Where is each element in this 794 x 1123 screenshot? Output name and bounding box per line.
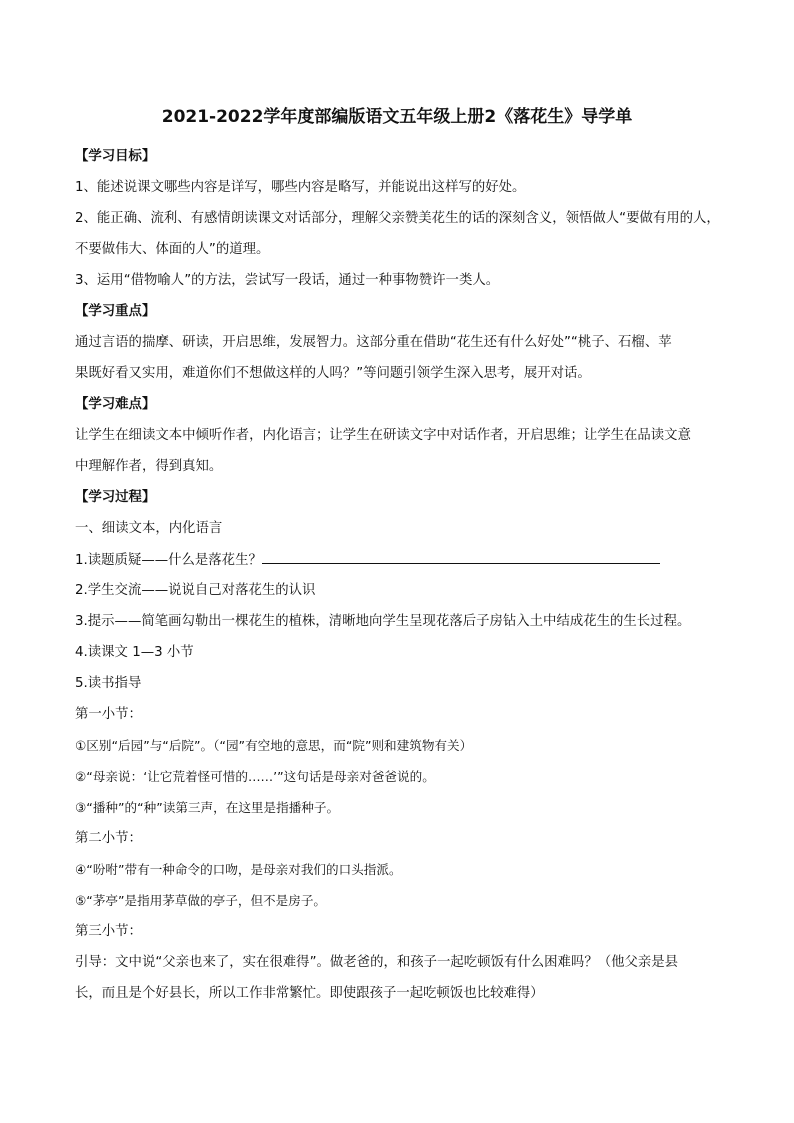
text-line xyxy=(75,859,725,890)
section-heading xyxy=(75,487,725,518)
page-title: 2021-2022学年度部编版语文五年级上册2《落花生》导学单 xyxy=(161,107,633,127)
line-text: 1.读题质疑——什么是落花生？ xyxy=(75,553,262,568)
text-line xyxy=(75,766,725,797)
text-line xyxy=(75,549,725,580)
document-body xyxy=(75,146,725,1014)
line-text: 3、运用“借物喻人”的方法，尝试写一段话，通过一种事物赞许一类人。 xyxy=(75,273,500,288)
text-line xyxy=(75,518,725,549)
line-text: ②“母亲说：‘让它荒着怪可惜的……’”这句话是母亲对爸爸说的。 xyxy=(75,769,435,784)
text-line xyxy=(75,983,725,1014)
line-text: 3.提示——简笔画勾勒出一棵花生的植株，清晰地向学生呈现花落后子房钻入土中结成花生的生长过程。 xyxy=(75,614,691,629)
text-line xyxy=(75,828,725,859)
line-text: ①区别“后园”与“后院”。（“园”有空地的意思，而“院”则和建筑物有关） xyxy=(75,738,473,753)
text-line xyxy=(75,208,725,239)
line-text: 果既好看又实用，难道你们不想做这样的人吗？”等问题引领学生深入思考，展开对话。 xyxy=(75,366,591,381)
line-text: 第一小节： xyxy=(75,707,142,722)
line-text: 1、能述说课文哪些内容是详写，哪些内容是略写，并能说出这样写的好处。 xyxy=(75,180,526,195)
text-line xyxy=(75,735,725,766)
text-line xyxy=(75,177,725,208)
line-text: ③“播种”的“种”读第三声，在这里是指播种子。 xyxy=(75,800,340,815)
text-line xyxy=(75,425,725,456)
line-text: 不要做伟大、体面的人”的道理。 xyxy=(75,242,270,257)
section-heading xyxy=(75,301,725,332)
text-line xyxy=(75,704,725,735)
line-text: 2、能正确、流利、有感情朗读课文对话部分，理解父亲赞美花生的话的深刻含义，领悟做人“要做有用的人， xyxy=(75,211,720,226)
text-line xyxy=(75,797,725,828)
text-line xyxy=(75,270,725,301)
line-text: 【学习难点】 xyxy=(75,397,156,412)
line-text: ⑤“茅亭”是指用茅草做的亭子，但不是房子。 xyxy=(75,893,327,908)
line-text: 长，而且是个好县长，所以工作非常繁忙。即使跟孩子一起吃顿饭也比较难得） xyxy=(75,986,544,1001)
text-line xyxy=(75,611,725,642)
text-line xyxy=(75,952,725,983)
line-text: 5.读书指导 xyxy=(75,676,142,691)
line-text: 第三小节： xyxy=(75,924,142,939)
text-line xyxy=(75,921,725,952)
text-line xyxy=(75,332,725,363)
text-line xyxy=(75,363,725,394)
line-text: 中理解作者，得到真知。 xyxy=(75,459,223,474)
text-line xyxy=(75,580,725,611)
answer-blank[interactable] xyxy=(262,549,660,564)
line-text: 第二小节： xyxy=(75,831,142,846)
line-text: 【学习过程】 xyxy=(75,490,156,505)
line-text: 引导：文中说“父亲也来了，实在很难得”。做老爸的，和孩子一起吃顿饭有什么困难吗？（他父亲是县 xyxy=(75,955,679,970)
text-line xyxy=(75,890,725,921)
text-line xyxy=(75,239,725,270)
section-heading xyxy=(75,394,725,425)
line-text: 2.学生交流——说说自己对落花生的认识 xyxy=(75,583,316,598)
line-text: 4.读课文 1—3 小节 xyxy=(75,645,194,660)
line-text: ④“吩咐”带有一种命令的口吻，是母亲对我们的口头指派。 xyxy=(75,862,402,877)
line-text: 【学习重点】 xyxy=(75,304,156,319)
section-heading xyxy=(75,146,725,177)
line-text: 一、细读文本，内化语言 xyxy=(75,521,223,536)
text-line xyxy=(75,456,725,487)
text-line xyxy=(75,642,725,673)
line-text: 让学生在细读文本中倾听作者，内化语言；让学生在研读文字中对话作者，开启思维；让学生在品读文意 xyxy=(75,428,691,443)
line-text: 通过言语的揣摩、研读，开启思维，发展智力。这部分重在借助“花生还有什么好处”“桃子、石榴、苹 xyxy=(75,335,672,350)
text-line xyxy=(75,673,725,704)
line-text: 【学习目标】 xyxy=(75,149,156,164)
